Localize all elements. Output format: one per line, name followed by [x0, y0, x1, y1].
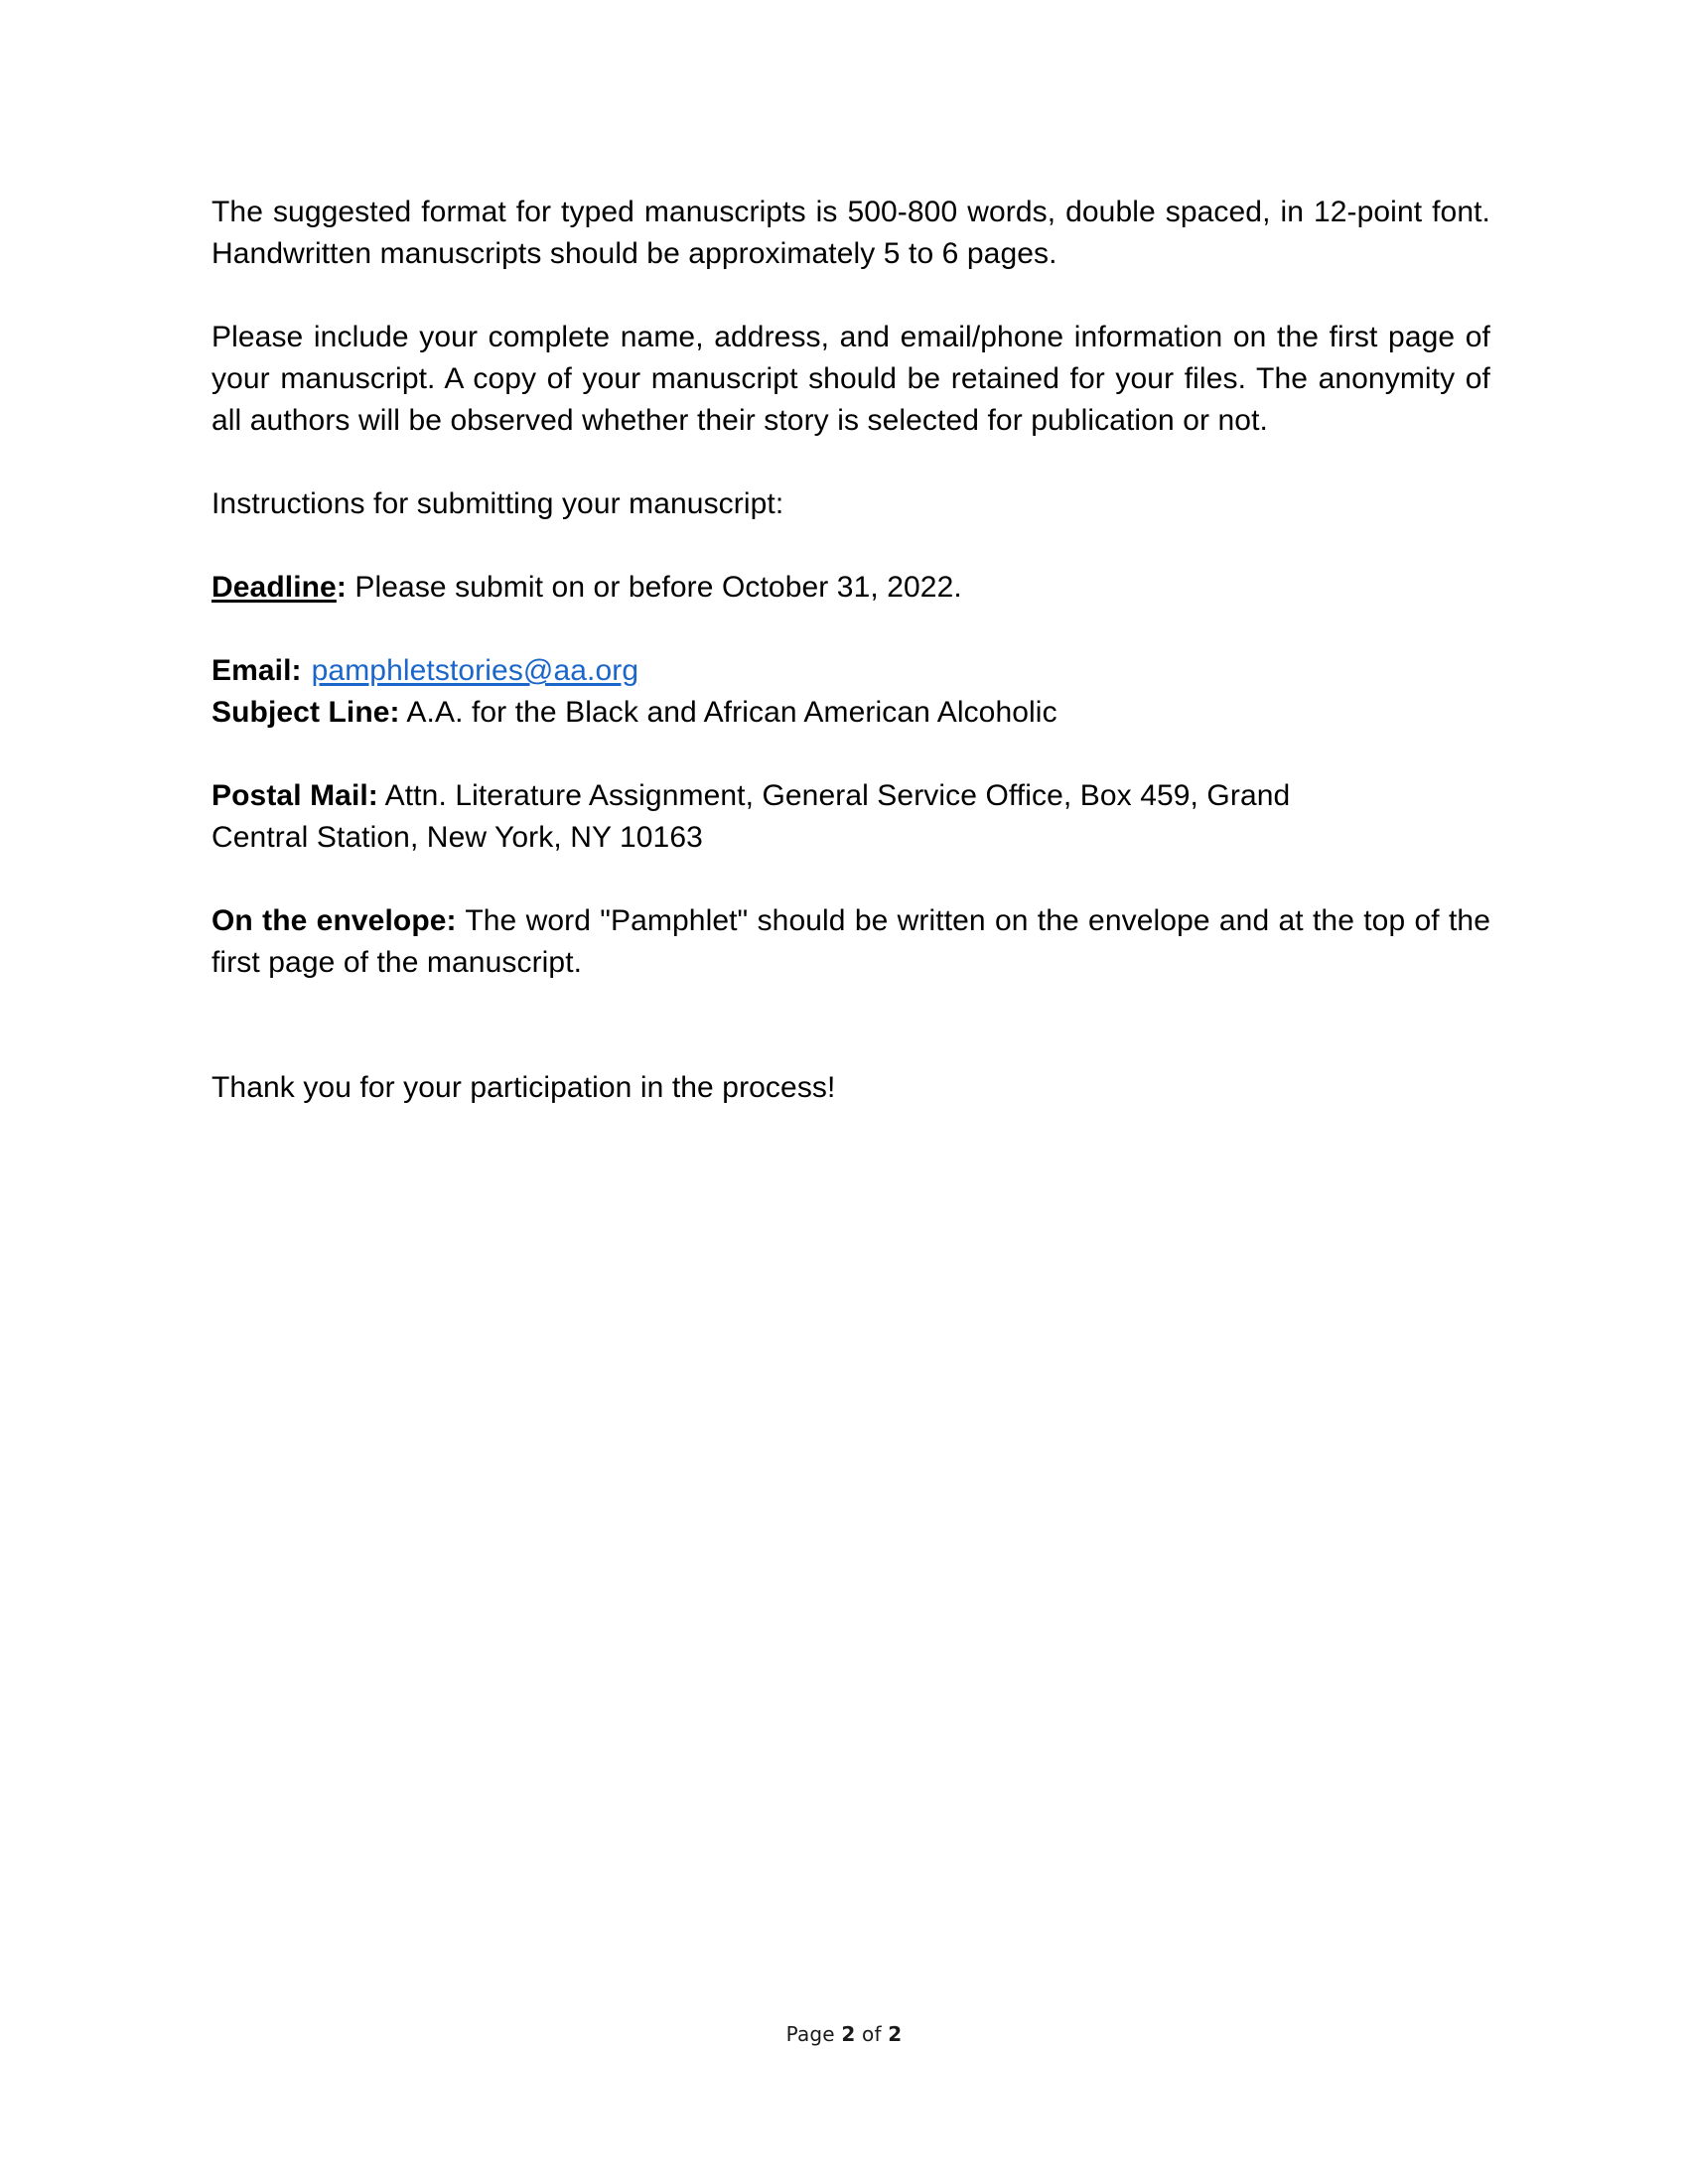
- paragraph-subject-line: [211, 692, 1490, 734]
- paragraph-spacer: [211, 984, 1490, 1067]
- footer-total-pages: 2: [888, 2022, 903, 2046]
- deadline-text: Please submit on or before October 31, 2022.: [346, 571, 962, 604]
- document-body: [211, 192, 1490, 1109]
- footer-middle: of: [855, 2022, 889, 2046]
- paragraph-deadline: [211, 567, 1490, 609]
- paragraph-spacer: [211, 275, 1490, 317]
- envelope-label: On the envelope:: [211, 904, 457, 937]
- footer-current-page: 2: [841, 2022, 856, 2046]
- email-label: Email:: [211, 654, 302, 687]
- deadline-label: Deadline: [211, 571, 337, 604]
- paragraph-spacer: [211, 442, 1490, 483]
- paragraph-closing: Thank you for your participation in the process!: [211, 1071, 836, 1104]
- deadline-colon: :: [336, 571, 347, 604]
- postal-mail-line-2: Central Station, New York, NY 10163: [211, 821, 703, 854]
- paragraph-envelope: [211, 900, 1490, 984]
- email-address-link[interactable]: pamphletstories@aa.org: [311, 654, 639, 687]
- paragraph-format-guidelines: The suggested format for typed manuscripts is 500-800 words, double spaced, in 12-point font. Handwritten manuscripts should be approximately 5 to 6 pages.: [211, 196, 1490, 270]
- postal-mail-line-1: Attn. Literature Assignment, General Service Office, Box 459, Grand: [377, 779, 1291, 812]
- paragraph-submission-details: Please include your complete name, address, and email/phone information on the first page of your manuscript. A copy of your manuscript should be retained for your files. The anonymity of all authors will be observed whether their story is selected for publication or not.: [211, 321, 1490, 437]
- paragraph-postal-mail: [211, 775, 1490, 859]
- envelope-text: The word "Pamphlet" should be written on the envelope and at the top of the first page of the manuscript.: [211, 904, 1490, 979]
- paragraph-spacer: [211, 609, 1490, 650]
- subject-line-label: Subject Line:: [211, 696, 400, 729]
- paragraph-instructions-heading: Instructions for submitting your manuscript:: [211, 487, 784, 520]
- paragraph-spacer: [211, 525, 1490, 567]
- page-footer: [0, 2021, 1688, 2047]
- postal-mail-label: Postal Mail:: [211, 779, 378, 812]
- paragraph-email: [211, 650, 1490, 692]
- paragraph-spacer: [211, 859, 1490, 900]
- subject-line-text: A.A. for the Black and African American Alcoholic: [399, 696, 1057, 729]
- paragraph-spacer: [211, 734, 1490, 775]
- footer-prefix: Page: [785, 2022, 842, 2046]
